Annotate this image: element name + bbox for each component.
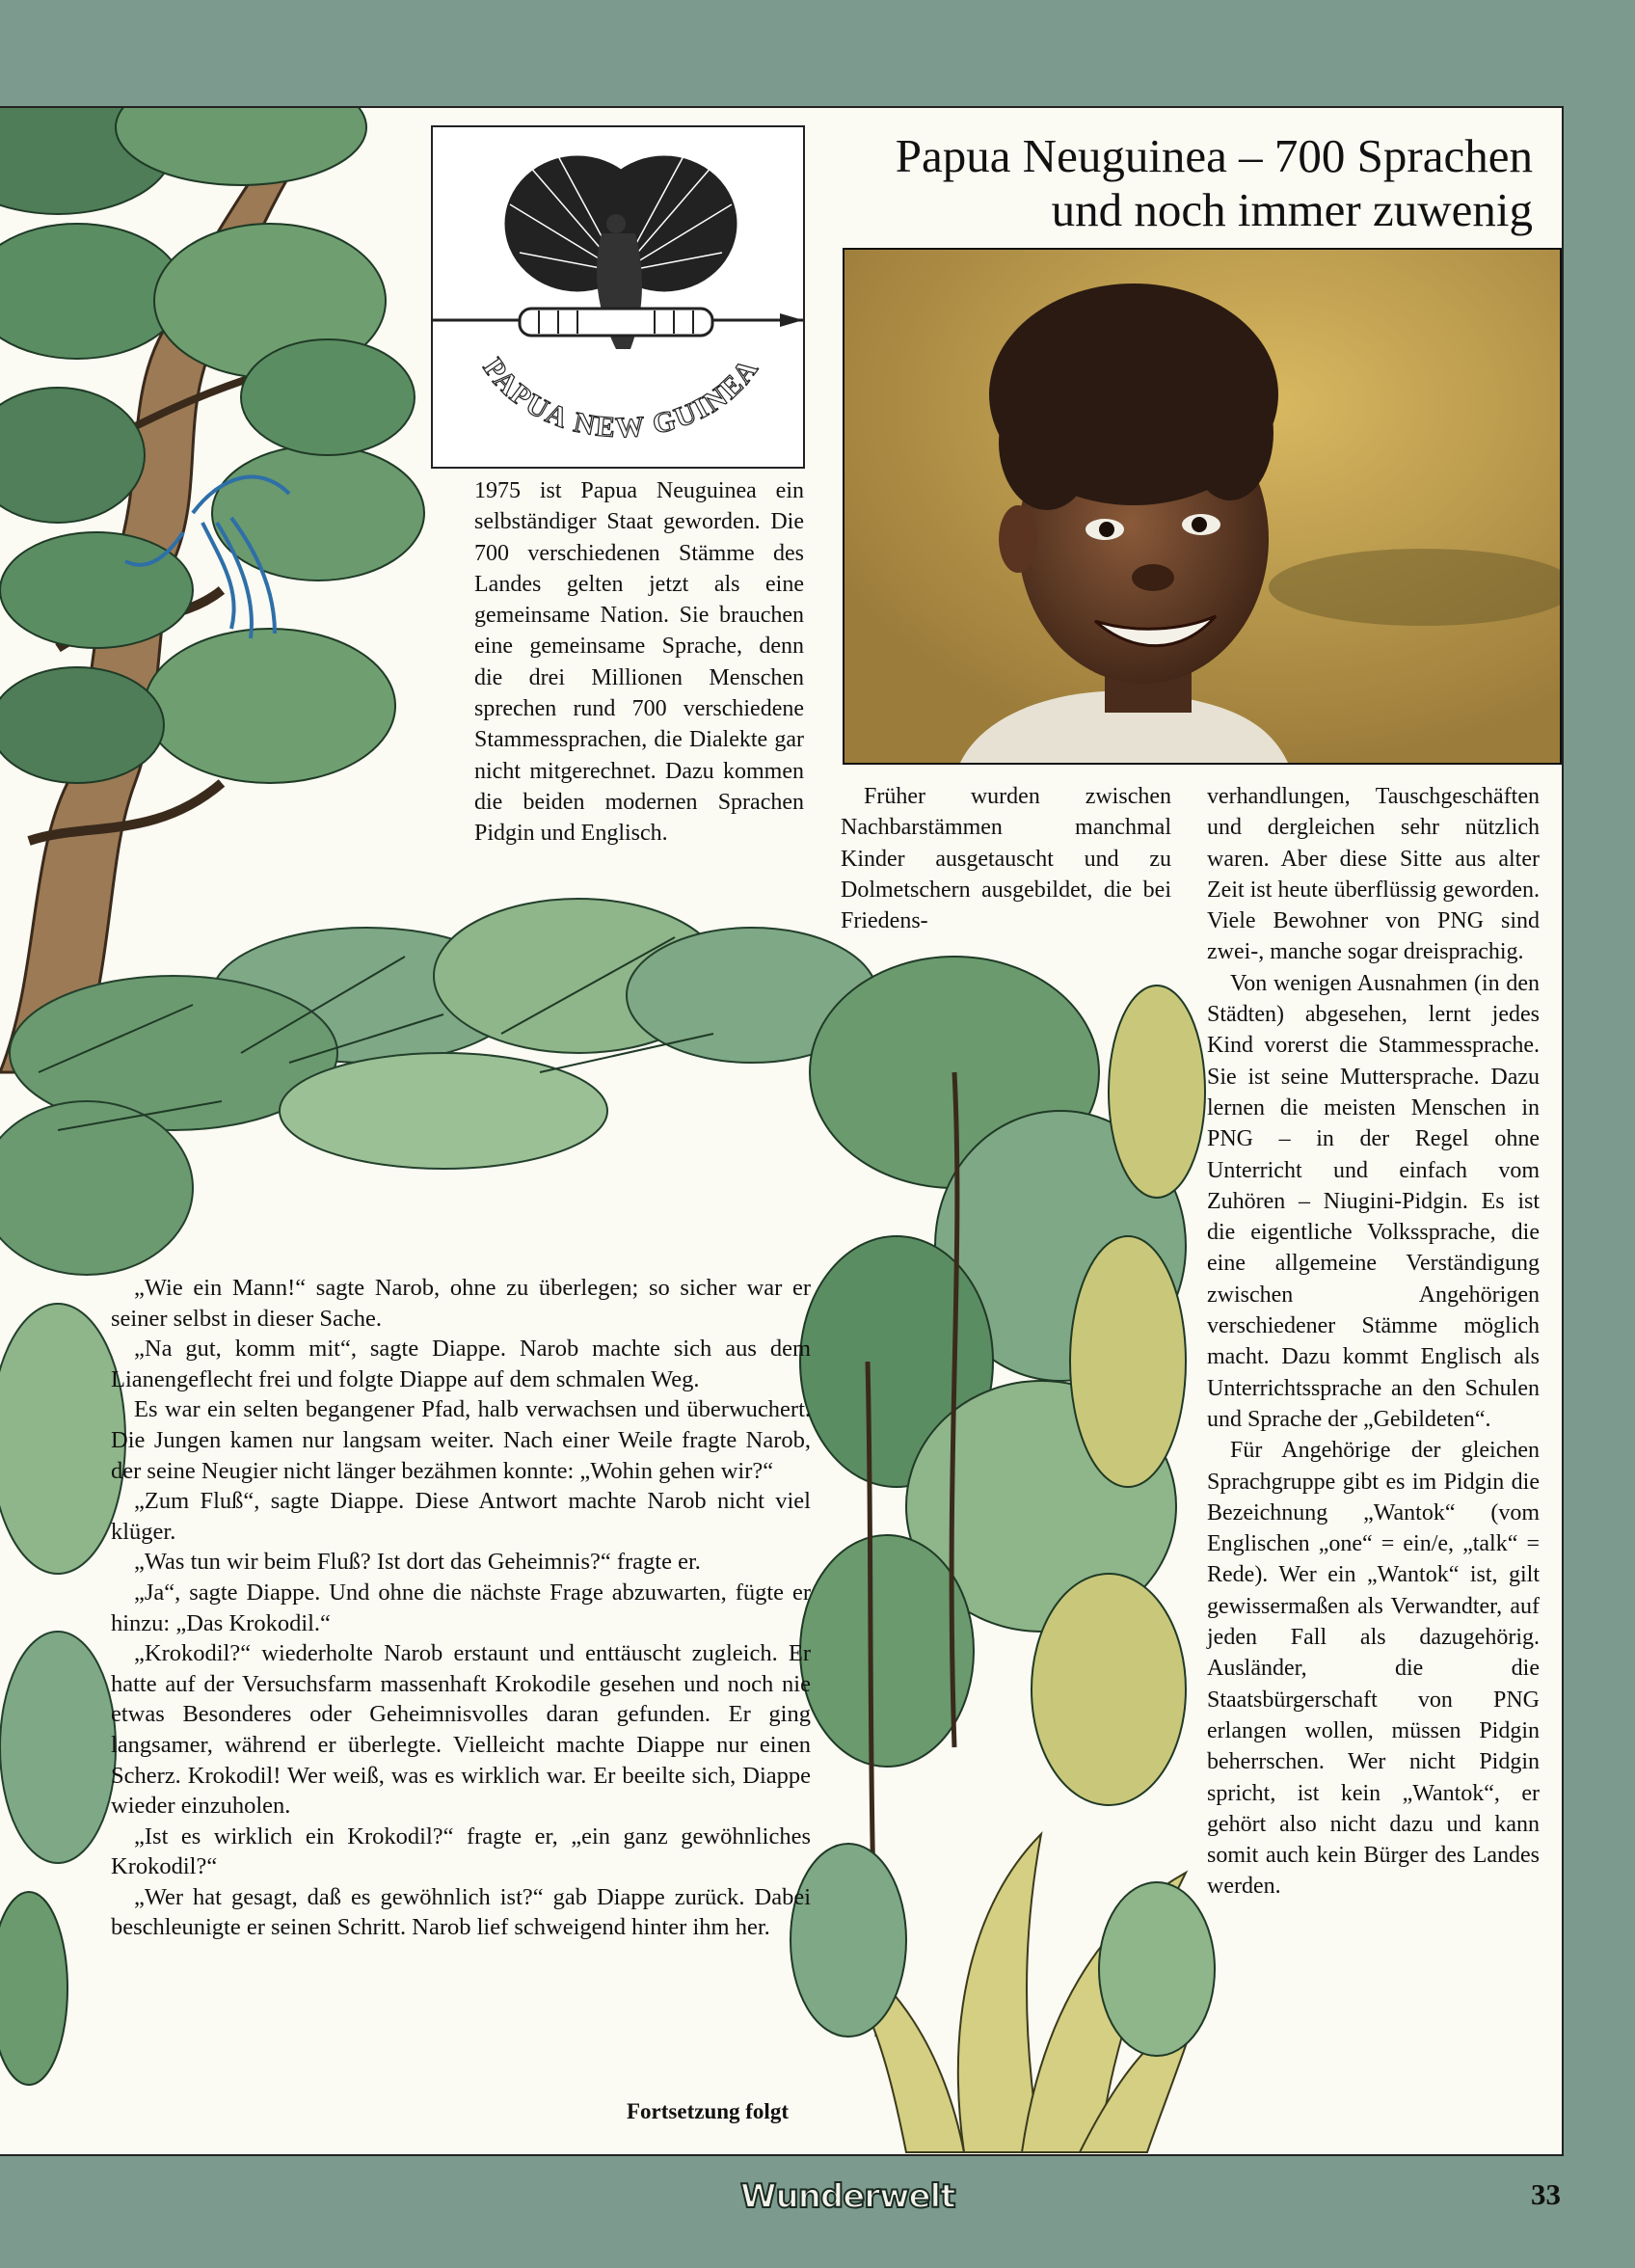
story-paragraph: „Krokodil?“ wiederholte Narob erstaunt und enttäuscht zugleich. Er hatte auf der Versuchsfarm massenhaft Krokodile gesehen und noch nie etwas Besonderes oder Geheimnisvolles daran gefunden. Er ging langsamer, während er überlegte. Vielleicht machte Diappe nur einen Scherz. Krokodil! Wer weiß, was es wirklich war. Er beeilte sich, Diappe wieder einzuholen.	[111, 1640, 811, 1820]
magazine-logo: Wunderwelt	[740, 2177, 955, 2216]
svg-text:PAPUA NEW GUINEA: PAPUA NEW GUINEA	[476, 352, 765, 445]
emblem-label	[433, 127, 803, 467]
story-paragraph: Es war ein selten begangener Pfad, halb verwachsen und überwuchert. Die Jungen kamen nur langsam weiter. Nach einer Weile fragte Narob, der seine Neugier nicht länger bezähmen konnte: „Wohin gehen wir?“	[111, 1396, 811, 1484]
story-paragraph: „Wer hat gesagt, daß es gewöhnlich ist?“ gab Diappe zurück. Dabei beschleunigte er seinen Schritt. Narob lief schweigend hinter ihm her.	[111, 1883, 811, 1941]
right-paragraph: verhandlungen, Tauschgeschäften und dergleichen sehr nützlich waren. Aber diese Sitte aus alter Zeit ist heute überflüssig geworden. Viele Bewohner von PNG sind zwei-, manche sogar dreisprachig.	[1207, 784, 1540, 965]
intro-paragraph: 1975 ist Papua Neuguinea ein selbständiger Staat geworden. Die 700 verschiedenen Stämme des Landes gelten jetzt als eine gemeinsame Nation. Sie brauchen eine gemeinsame Sprache, denn die drei Millionen Menschen sprechen rund 700 verschiedene Stammessprachen, die Dialekte gar nicht mitgerechnet. Dazu kommen die beiden modernen Sprachen Pidgin und Englisch.	[474, 478, 804, 847]
middle-paragraph: Früher wurden zwischen Nachbarstämmen manchmal Kinder ausgetauscht und zu Dolmetschern ausgebildet, die bei Friedens-	[841, 784, 1171, 934]
story-paragraph: „Ja“, sagte Diappe. Und ohne die nächste Frage abzuwarten, fügte er hinzu: „Das Krokodil.“	[111, 1579, 811, 1636]
story-paragraph: „Ist es wirklich ein Krokodil?“ fragte er, „ein ganz gewöhnliches Krokodil?“	[111, 1822, 811, 1880]
portrait-image	[844, 250, 1560, 763]
canopy-foliage	[0, 108, 424, 783]
story-paragraph: „Wie ein Mann!“ sagte Narob, ohne zu überlegen; so sicher war er seiner selbst in dieser Sache.	[111, 1275, 811, 1332]
story-paragraph: „Na gut, komm mit“, sagte Diappe. Narob machte sich aus dem Lianengeflecht frei und folgte Diappe auf dem schmalen Weg.	[111, 1336, 811, 1392]
png-emblem	[431, 125, 805, 469]
intro-column	[474, 475, 804, 850]
middle-column	[841, 781, 1171, 936]
article-title-line: Papua Neuguinea – 700 Sprachen	[895, 129, 1533, 182]
story-paragraph: „Zum Fluß“, sagte Diappe. Diese Antwort machte Narob nicht viel klüger.	[111, 1488, 811, 1545]
article-title-line: und noch immer zuwenig	[1051, 183, 1533, 236]
right-paragraph: Von wenigen Ausnahmen (in den Städten) abgesehen, lernt jedes Kind vorerst die Stammessprache. Sie ist seine Muttersprache. Dazu lernen die meisten Menschen in PNG – in der Regel ohne Unterricht und einfach vom Zuhören – Niugini-Pidgin. Es ist die eigentliche Volkssprache, die eine allgemeine Verständigung zwischen Angehörigen verschiedener Stämme möglich macht. Dazu kommt Englisch als Unterrichtssprache an den Schulen und Sprache der „Gebildeten“.	[1207, 970, 1540, 1432]
article-title	[829, 129, 1533, 237]
right-paragraph: Für Angehörige der gleichen Sprachgruppe gibt es im Pidgin die Bezeichnung „Wantok“ (vom Englischen „one“ = ein/e, „talk“ = Rede). Wer ein „Wantok“ ist, gilt gewissermaßen als Verwandter, auf jeden Fall als dazugehörig. Ausländer, die die Staatsbürgerschaft von PNG erlangen wollen, müssen Pidgin beherrschen. Wer nicht Pidgin spricht, ist kein „Wantok“, er gehört also nicht dazu und kann somit auch kein Bürger des Landes werden.	[1207, 1438, 1540, 1900]
continued-note: Fortsetzung folgt	[627, 2099, 789, 2123]
story-column	[111, 1273, 811, 1943]
right-column	[1207, 781, 1540, 1903]
palm-foliage	[800, 957, 1205, 1805]
magazine-page	[0, 106, 1564, 2156]
boy-portrait-photo	[843, 248, 1562, 765]
page-number: 33	[1531, 2177, 1561, 2211]
story-paragraph: „Was tun wir beim Fluß? Ist dort das Geheimnis?“ fragte er.	[134, 1549, 701, 1576]
